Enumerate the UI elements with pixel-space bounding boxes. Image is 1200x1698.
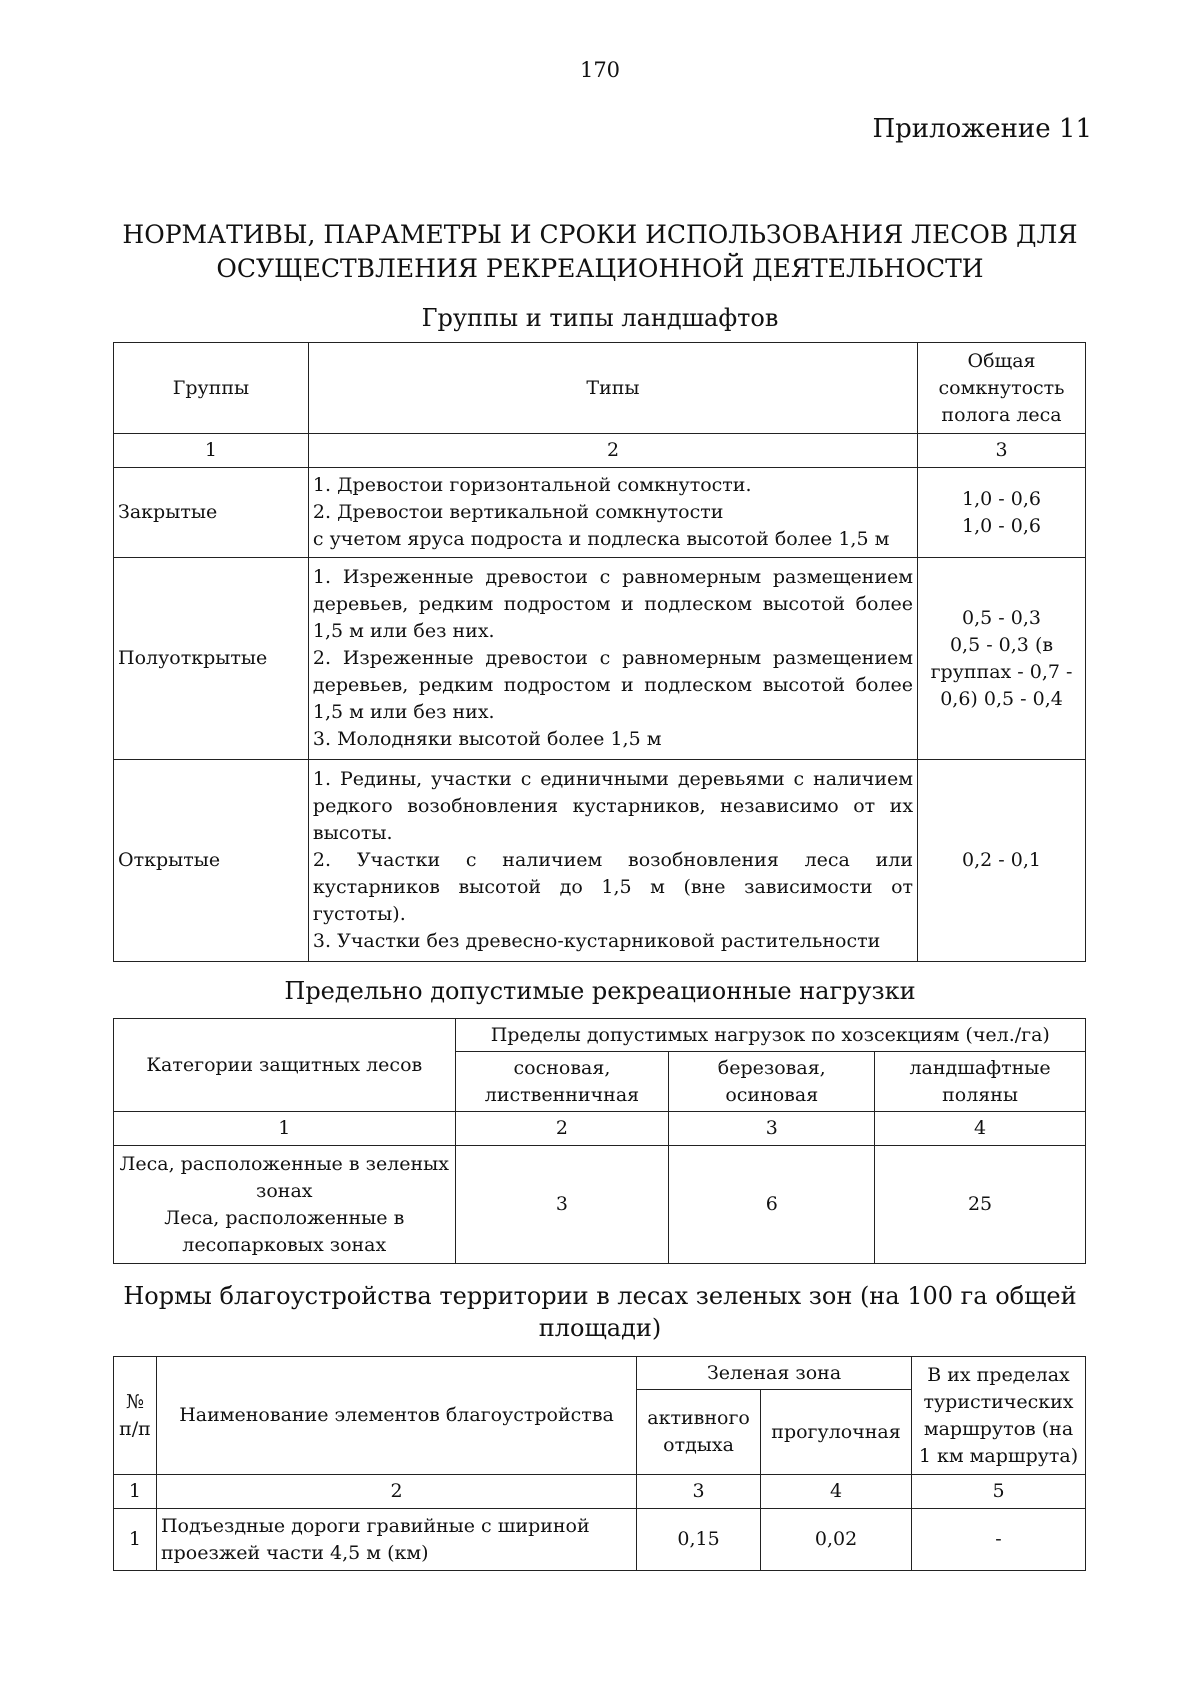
- active-value: 0,15: [637, 1509, 761, 1571]
- page-number: 170: [579, 58, 621, 82]
- header-walking: прогулочная: [761, 1390, 912, 1475]
- header-routes: В их пределах туристических маршрутов (на 1 км маршрута): [912, 1357, 1086, 1475]
- header-green-zone: Зеленая зона: [637, 1357, 912, 1390]
- row-number: 1: [114, 1509, 157, 1571]
- table-row: [114, 558, 1086, 760]
- header-number: № п/п: [114, 1357, 157, 1475]
- loads-table: [113, 1018, 1086, 1264]
- landscapes-table: [113, 342, 1086, 962]
- header-active: активного отдыха: [637, 1390, 761, 1475]
- density-cell: 0,2 - 0,1: [918, 760, 1086, 962]
- header-limits: Пределы допустимых нагрузок по хозсекциям (чел./га): [455, 1019, 1085, 1052]
- column-number-row: 1 2 3 4 5: [114, 1475, 1086, 1509]
- group-cell: Полуоткрытые: [114, 558, 309, 760]
- glade-value: 25: [875, 1146, 1086, 1264]
- table-row: [114, 1146, 1086, 1264]
- header-types: Типы: [308, 343, 917, 434]
- header-groups: Группы: [114, 343, 309, 434]
- table-header-row: [114, 343, 1086, 434]
- table-row: [114, 760, 1086, 962]
- density-cell: 1,0 - 0,6 1,0 - 0,6: [918, 468, 1086, 558]
- element-name: Подъездные дороги гравийные с шириной проезжей части 4,5 м (км): [156, 1509, 636, 1571]
- header-glades: ландшафтные поляны: [875, 1052, 1086, 1112]
- header-density: Общая сомкнутость полога леса: [918, 343, 1086, 434]
- header-birch: березовая, осиновая: [669, 1052, 875, 1112]
- types-cell: 1. Изреженные древостои с равномерным размещением деревьев, редким подростом и подлеском высотой более 1,5 м или без них. 2. Изреженные древостои с равномерным размещением деревьев, редким подростом и подлеском высотой более 1,5 м или без них. 3. Молодняки высотой более 1,5 м: [308, 558, 917, 760]
- pine-value: 3: [455, 1146, 669, 1264]
- routes-value: -: [912, 1509, 1086, 1571]
- table-row: [114, 1509, 1086, 1571]
- appendix-label: Приложение 11: [872, 114, 1092, 144]
- header-pine: сосновая, лиственничная: [455, 1052, 669, 1112]
- category-cell: Леса, расположенные в зеленых зонах Леса, расположенные в лесопарковых зонах: [114, 1146, 456, 1264]
- title-line-1: НОРМАТИВЫ, ПАРАМЕТРЫ И СРОКИ ИСПОЛЬЗОВАНИЯ ЛЕСОВ ДЛЯ: [122, 220, 1078, 249]
- group-cell: Закрытые: [114, 468, 309, 558]
- table-header-row: [114, 1357, 1086, 1390]
- improvement-heading: Нормы благоустройства территории в лесах зеленых зон (на 100 га общей площади): [123, 1282, 1077, 1342]
- title-line-2: ОСУЩЕСТВЛЕНИЯ РЕКРЕАЦИОННОЙ ДЕЯТЕЛЬНОСТИ: [216, 254, 984, 283]
- column-number-row: 1 2 3: [114, 434, 1086, 468]
- landscapes-heading: Группы и типы ландшафтов: [421, 304, 779, 332]
- birch-value: 6: [669, 1146, 875, 1264]
- improvement-table: [113, 1356, 1086, 1571]
- group-cell: Открытые: [114, 760, 309, 962]
- table-header-row: [114, 1019, 1086, 1052]
- walking-value: 0,02: [761, 1509, 912, 1571]
- density-cell: 0,5 - 0,3 0,5 - 0,3 (в группах - 0,7 - 0,6) 0,5 - 0,4: [918, 558, 1086, 760]
- loads-heading: Предельно допустимые рекреационные нагрузки: [284, 977, 916, 1005]
- header-category: Категории защитных лесов: [114, 1019, 456, 1112]
- types-cell: 1. Редины, участки с единичными деревьями с наличием редкого возобновления кустарников, независимо от их высоты. 2. Участки с наличием возобновления леса или кустарников высотой до 1,5 м (вне зависимости от густоты). 3. Участки без древесно-кустарниковой растительности: [308, 760, 917, 962]
- table-row: [114, 468, 1086, 558]
- header-name: Наименование элементов благоустройства: [156, 1357, 636, 1475]
- column-number-row: 1 2 3 4: [114, 1112, 1086, 1146]
- page-title: [100, 218, 1100, 286]
- types-cell: 1. Древостои горизонтальной сомкнутости. 2. Древостои вертикальной сомкнутости с учетом яруса подроста и подлеска высотой более 1,5 м: [308, 468, 917, 558]
